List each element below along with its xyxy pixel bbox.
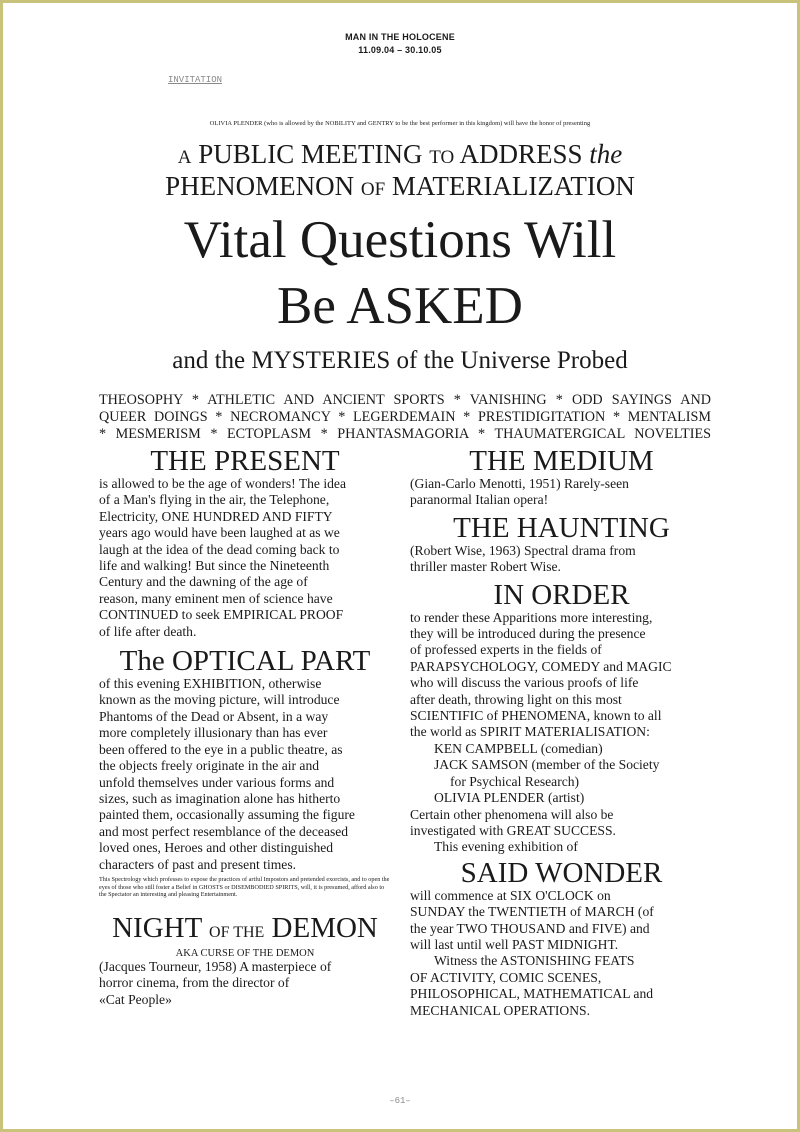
invitation-link[interactable]: INVITATION xyxy=(168,75,223,85)
intro-line: OLIVIA PLENDER (who is allowed by the NOBILITY and GENTRY to be the best performer in this kingdom) will have the honor of presenting xyxy=(209,120,591,127)
optical-heading: The OPTICAL PART xyxy=(119,645,371,678)
fine-print: This Spectrology which professes to expose the practices of artful Impostors and pretended exorcists, and to open the eyes of those who still foster a Belief in GHOSTS or DISEMBODIED SPIRITS, will, it is presumed, afford also to the Spectator an interesting and pleasing Entertainment. xyxy=(99,875,390,899)
present-heading: THE PRESENT xyxy=(150,445,340,477)
main-title-line-2: Be ASKED xyxy=(277,277,523,335)
header-dates: 11.09.04 – 30.10.05 xyxy=(358,45,442,55)
certain-paragraph: Certain other phenomena will also be investigated with GREAT SUCCESS. This evening exhibition of xyxy=(410,806,616,855)
guest-item: JACK SAMSON (member of the Society xyxy=(434,757,660,773)
optical-paragraph: of this evening EXHIBITION, otherwise known as the moving picture, will introduce Phantoms of the Dead or Absent, in a way more completely illusionary than has ever been offered to the eye in a public theatre, as the objects freely originate in the air and unfold themselves under various forms and sizes, such as imagination alone has hitherto painted them, occasionally assuming the figure and most perfect resemblance of the deceased loved ones, Heroes and other distinguished characters of past and present times. xyxy=(99,676,355,872)
topics-row: THEOSOPHY * ATHLETIC AND ANCIENT SPORTS * VANISHING * ODD SAYINGS AND xyxy=(99,392,711,408)
medium-heading: THE MEDIUM xyxy=(469,445,654,477)
right-column xyxy=(410,446,713,1019)
topics-row: * MESMERISM * ECTOPLASM * PHANTASMAGORIA * THAUMATERGICAL NOVELTIES xyxy=(99,426,711,442)
guest-list xyxy=(410,741,713,807)
page-number: –61– xyxy=(389,1096,411,1106)
main-title-line-1: Vital Questions Will xyxy=(183,211,617,269)
topics-list xyxy=(99,392,711,443)
subtitle-mysteries: and the MYSTERIES of the Universe Probed xyxy=(172,347,628,374)
header-title: MAN IN THE HOLOCENE xyxy=(345,32,455,42)
medium-paragraph: (Gian-Carlo Menotti, 1951) Rarely-seen paranormal Italian opera! xyxy=(410,476,629,508)
page-header xyxy=(3,31,797,57)
order-heading: IN ORDER xyxy=(493,578,630,611)
aka-line: AKA CURSE OF THE DEMON xyxy=(175,947,315,959)
guest-item: OLIVIA PLENDER (artist) xyxy=(434,790,585,806)
topics-row: QUEER DOINGS * NECROMANCY * LEGERDEMAIN * PRESTIDIGITATION * MENTALISM xyxy=(99,409,711,425)
guest-item: KEN CAMPBELL (comedian) xyxy=(434,740,603,756)
present-paragraph: is allowed to be the age of wonders! The idea of a Man's flying in the air, the Telephone, Electricity, ONE HUNDRED AND FIFTY years ago would have been laughed at as we laugh at the idea of the dead coming back to life and walking! But since the Nineteenth Century and the dawning of the age of reason, many eminent men of science have CONTINUED to seek EMPIRICAL PROOF of life after death. xyxy=(99,476,346,639)
demon-heading: NIGHT OF THE DEMON xyxy=(112,911,378,944)
order-paragraph: to render these Apparitions more interesting, they will be introduced during the presence of professed experts in the fields of PARAPSYCHOLOGY, COMEDY and MAGIC who will discuss the various proofs of life after death, throwing light on this most SCIENTIFIC of PHENOMENA, known to all the world as SPIRIT MATERIALISATION: xyxy=(410,609,672,740)
guest-item-continued: for Psychical Research) xyxy=(450,773,580,789)
haunting-paragraph: (Robert Wise, 1963) Spectral drama from thriller master Robert Wise. xyxy=(410,542,636,575)
haunting-heading: THE HAUNTING xyxy=(453,511,670,544)
wonder-heading: SAID WONDER xyxy=(460,856,663,889)
demon-paragraph: (Jacques Tourneur, 1958) A masterpiece of horror cinema, from the director of «Cat People» xyxy=(99,958,332,1007)
headline-line-1: A PUBLIC MEETING TO ADDRESS the xyxy=(177,139,623,169)
commence-paragraph: will commence at SIX O'CLOCK on SUNDAY the TWENTIETH of MARCH (of the year TWO THOUSAND and FIVE) and will last until well PAST MIDNIGHT. Witness the ASTONISHING FEATS OF ACTIVITY, COMIC SCENES, PHILOSOPHICAL, MATHEMATICAL and MECHANICAL OPERATIONS. xyxy=(410,887,654,1018)
left-column xyxy=(99,446,391,1008)
headline-line-2: PHENOMENON OF MATERIALIZATION xyxy=(165,171,635,201)
